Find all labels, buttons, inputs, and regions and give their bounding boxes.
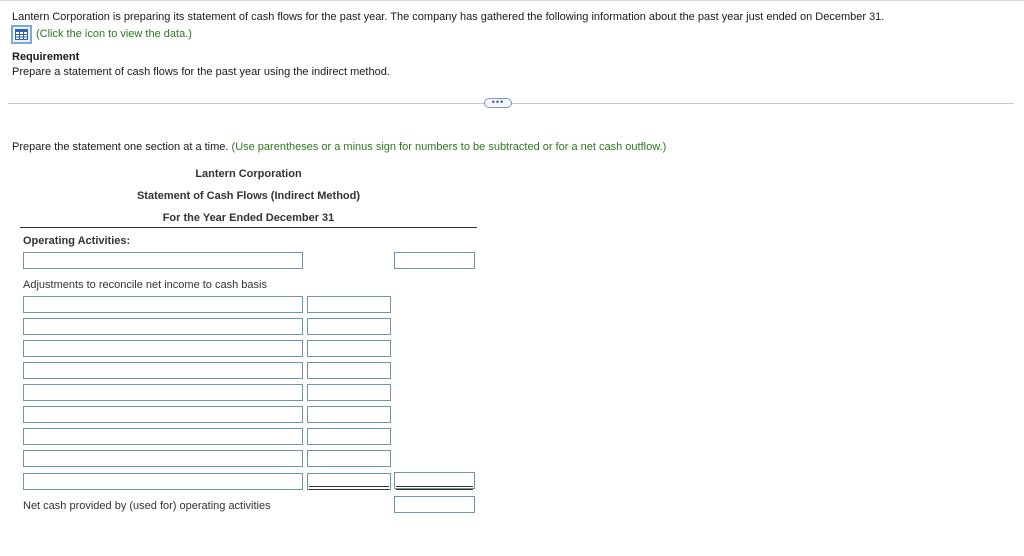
net-cash-label: Net cash provided by (used for) operating activities <box>23 500 271 512</box>
instruction-hint: (Use parentheses or a minus sign for numbers to be subtracted or for a net cash outflow.) <box>231 141 667 153</box>
requirement-heading: Requirement <box>12 51 80 63</box>
intro-text: Lantern Corporation is preparing its statement of cash flows for the past year. The company has gathered the following information about the past year just ended on December 31. <box>12 11 885 23</box>
adjustment-label-input-1[interactable] <box>23 296 303 313</box>
net-cash-operating-input[interactable] <box>394 496 475 513</box>
adjustment-label-input-9[interactable] <box>23 473 303 490</box>
statement-title: Statement of Cash Flows (Indirect Method) <box>136 190 361 202</box>
adjustment-amount-input-3[interactable] <box>307 340 391 357</box>
spreadsheet-icon[interactable] <box>11 25 32 44</box>
adjustments-label: Adjustments to reconcile net income to cash basis <box>23 279 267 291</box>
net-income-amount-input[interactable] <box>394 252 475 269</box>
net-income-label-input[interactable] <box>23 252 303 269</box>
adjustment-amount-input-4[interactable] <box>307 362 391 379</box>
instruction-line <box>12 141 666 153</box>
adjustment-amount-input-2[interactable] <box>307 318 391 335</box>
expand-more-button[interactable]: ••• <box>484 98 512 108</box>
grid-icon <box>15 29 28 40</box>
adjustment-label-input-6[interactable] <box>23 406 303 423</box>
adjustment-label-input-5[interactable] <box>23 384 303 401</box>
subtotal-rule <box>309 486 389 490</box>
adjustment-label-input-2[interactable] <box>23 318 303 335</box>
statement-period: For the Year Ended December 31 <box>162 212 335 224</box>
company-name: Lantern Corporation <box>195 168 302 180</box>
total-rule <box>396 486 473 490</box>
adjustment-amount-input-6[interactable] <box>307 406 391 423</box>
adjustment-amount-input-8[interactable] <box>307 450 391 467</box>
requirement-text: Prepare a statement of cash flows for the past year using the indirect method. <box>12 66 390 78</box>
instruction-text: Prepare the statement one section at a time. <box>12 141 229 153</box>
adjustment-label-input-3[interactable] <box>23 340 303 357</box>
adjustment-amount-input-1[interactable] <box>307 296 391 313</box>
top-border <box>0 0 1024 1</box>
view-data-link[interactable]: (Click the icon to view the data.) <box>36 28 192 40</box>
adjustment-amount-input-5[interactable] <box>307 384 391 401</box>
header-rule <box>20 227 477 228</box>
operating-heading: Operating Activities: <box>23 235 131 247</box>
adjustment-amount-input-7[interactable] <box>307 428 391 445</box>
adjustment-label-input-7[interactable] <box>23 428 303 445</box>
adjustment-label-input-8[interactable] <box>23 450 303 467</box>
adjustment-label-input-4[interactable] <box>23 362 303 379</box>
